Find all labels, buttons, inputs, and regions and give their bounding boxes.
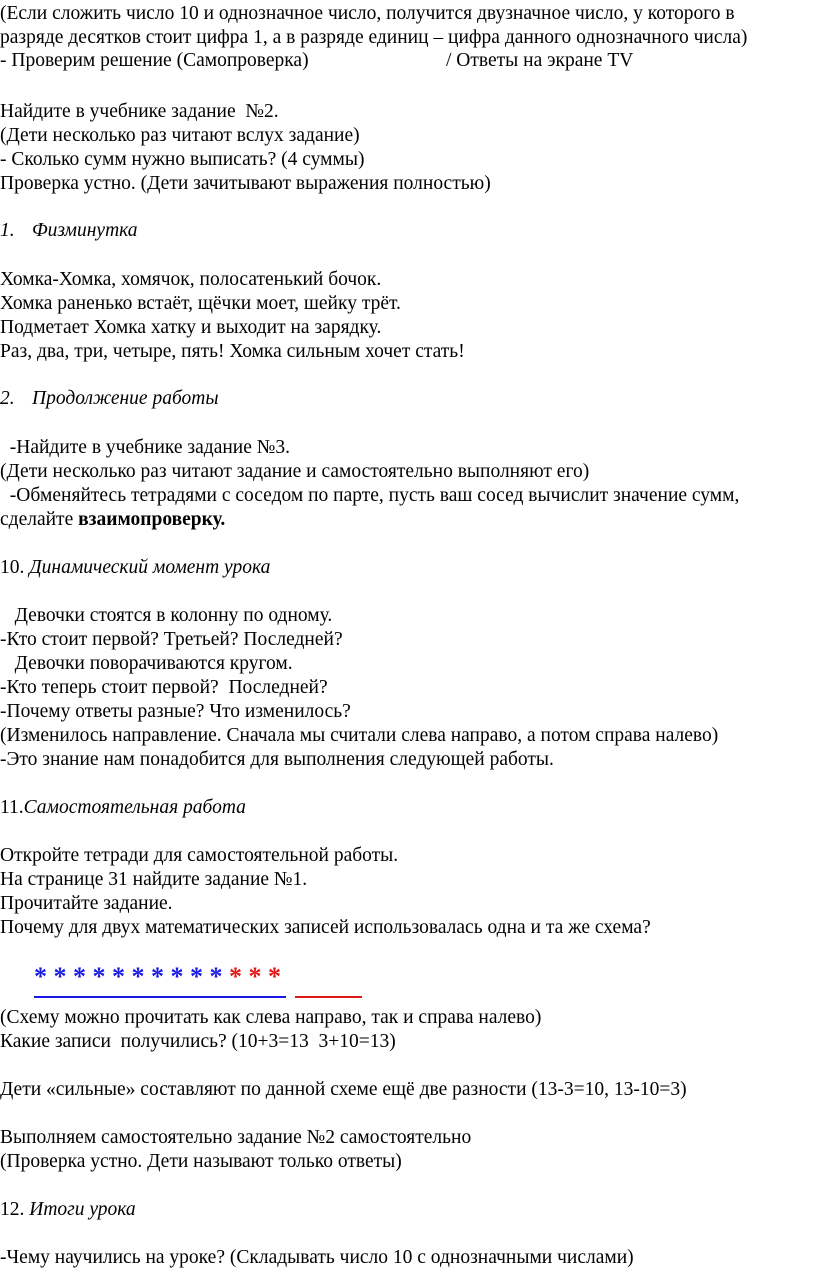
- text-line: -Это знание нам понадобится для выполнения следующей работы.: [0, 749, 554, 770]
- section-heading: Продолжение работы: [32, 388, 219, 409]
- text-line: Откройте тетради для самостоятельной работы.: [0, 845, 399, 866]
- blue-stars: * * * * * * * * * *: [34, 962, 223, 991]
- text-line: Найдите в учебнике задание №2.: [0, 101, 279, 122]
- text-line: (Проверка устно. Дети называют только ответы): [0, 1151, 402, 1172]
- text-line: -Чему научились на уроке? (Складывать число 10 с однозначными числами): [0, 1247, 634, 1268]
- text-line: Какие записи получились? (10+3=13 3+10=13): [0, 1031, 396, 1052]
- text-line: Девочки стоятся в колонну по одному.: [0, 605, 333, 626]
- section-heading: [0, 1198, 136, 1222]
- section-heading: Физминутка: [32, 220, 138, 241]
- text-line: (Изменилось направление. Сначала мы считали слева направо, а потом справа налево): [0, 725, 719, 746]
- red-stars: * * *: [222, 962, 281, 991]
- text-line: Дети «сильные» составляют по данной схеме ещё две разности (13-3=10, 13-10=3): [0, 1079, 687, 1100]
- text-line: -Почему ответы разные? Что изменилось?: [0, 701, 351, 722]
- red-underline: [295, 996, 362, 998]
- text-fragment: сделайте: [0, 509, 79, 530]
- blue-underline: [34, 996, 286, 998]
- text-line: Прочитайте задание.: [0, 893, 173, 914]
- section-number: 11.: [0, 797, 24, 818]
- section-title: Самостоятельная работа: [23, 797, 246, 818]
- section-title: Динамический момент урока: [29, 557, 271, 578]
- text-line: -Найдите в учебнике задание №3.: [0, 437, 290, 458]
- section-heading: [0, 556, 270, 580]
- text-line: Проверка устно. (Дети зачитывают выражения полностью): [0, 173, 491, 194]
- text-line: (Схему можно прочитать как слева направо, так и справа налево): [0, 1007, 542, 1028]
- poem-line: Подметает Хомка хатку и выходит на зарядку.: [0, 317, 382, 338]
- section-heading: [0, 796, 246, 820]
- text-line: (Дети несколько раз читают задание и самостоятельно выполняют его): [0, 461, 590, 482]
- poem-line: Хомка-Хомка, хомячок, полосатенький бочок.: [0, 269, 382, 290]
- section-number: 2.: [0, 388, 15, 409]
- section-number: 1.: [0, 220, 15, 241]
- star-scheme: [34, 962, 281, 992]
- text-line: (Если сложить число 10 и однозначное число, получится двузначное число, у которого в: [0, 3, 735, 24]
- text-line: -Кто теперь стоит первой? Последней?: [0, 677, 328, 698]
- bold-term: взаимопроверку.: [78, 509, 226, 530]
- poem-line: Хомка раненько встаёт, щёчки моет, шейку трёт.: [0, 293, 401, 314]
- text-line: На странице 31 найдите задание №1.: [0, 869, 308, 890]
- text-line: Выполняем самостоятельно задание №2 самостоятельно: [0, 1127, 472, 1148]
- text-line: -Кто стоит первой? Третьей? Последней?: [0, 629, 343, 650]
- text-line: [0, 508, 225, 532]
- poem-line: Раз, два, три, четыре, пять! Хомка сильным хочет стать!: [0, 341, 465, 362]
- section-number: 10.: [0, 557, 30, 578]
- section-title: Итоги урока: [29, 1199, 136, 1220]
- section-number: 12.: [0, 1199, 30, 1220]
- text-line: Почему для двух математических записей использовалась одна и та же схема?: [0, 917, 651, 938]
- text-line: (Дети несколько раз читают вслух задание): [0, 125, 360, 146]
- text-line: разряде десятков стоит цифра 1, а в разряде единиц – цифра данного однозначного числа): [0, 27, 748, 48]
- text-line: Девочки поворачиваются кругом.: [0, 653, 293, 674]
- text-line: -Обменяйтесь тетрадями с соседом по парте, пусть ваш сосед вычислит значение сумм,: [0, 485, 740, 506]
- text-line: / Ответы на экране TV: [446, 50, 634, 71]
- text-line: - Проверим решение (Самопроверка): [0, 50, 309, 71]
- text-line: - Сколько сумм нужно выписать? (4 суммы): [0, 149, 365, 170]
